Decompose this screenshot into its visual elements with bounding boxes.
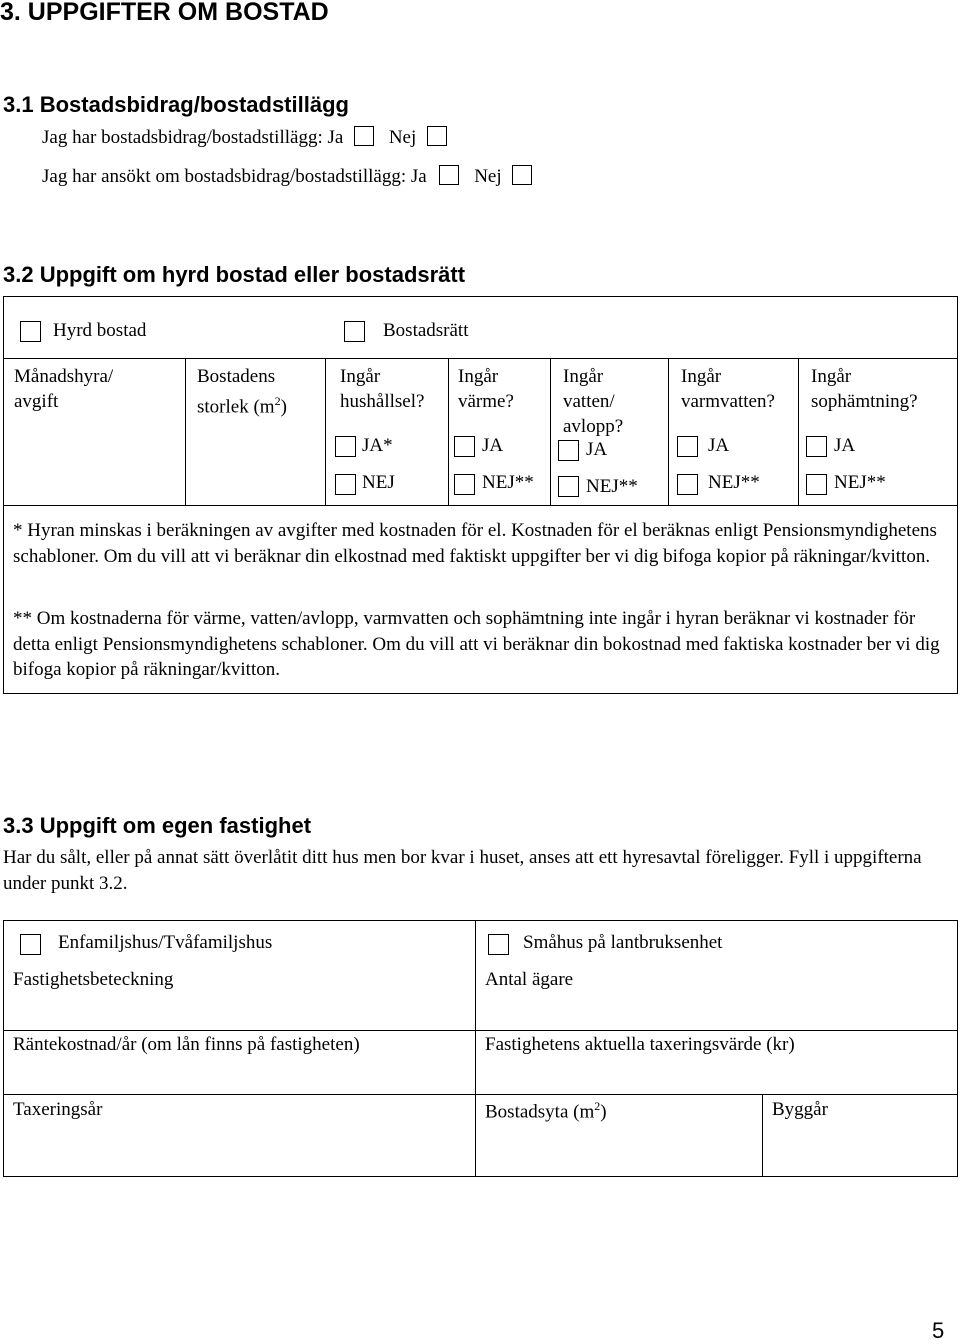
manadshyra-header-line: avgift: [14, 391, 59, 412]
section-title: 3. UPPGIFTER OM BOSTAD: [0, 0, 329, 26]
rantekostnad-label: Räntekostnad/år (om lån finns på fastigheten): [13, 1034, 360, 1055]
header-line: Ingår: [340, 366, 381, 387]
header-line: sophämtning?: [811, 391, 918, 412]
ansokt-nej-label: Nej: [474, 166, 502, 187]
taxeringsar-label: Taxeringsår: [13, 1099, 103, 1120]
enfamiljshus-label: Enfamiljshus/Tvåfamiljshus: [58, 932, 273, 953]
antal-agare-label: Antal ägare: [485, 969, 574, 990]
hushallsel-nej-checkbox[interactable]: [335, 474, 356, 495]
ansokt-question-label: Jag har ansökt om bostadsbidrag/bostadstillägg: Ja: [42, 166, 427, 187]
smahus-checkbox[interactable]: [488, 934, 509, 955]
hushallsel-ja-label: JA*: [362, 435, 393, 456]
header-line: Ingår: [811, 366, 852, 387]
note-electricity: * Hyran minskas i beräkningen av avgifter med kostnaden för el. Kostnaden för el beräknas enligt Pensionsmyndighetens schabloner. Om du vill att vi beräknar din elkostnad med faktiskt uppgifter ber vi dig bifoga kopior på räkningar/kvitton.: [13, 520, 937, 567]
divider: [3, 358, 958, 359]
sophamtning-nej-label: NEJ**: [834, 472, 886, 493]
varme-nej-label: NEJ**: [482, 472, 534, 493]
header-line: varmvatten?: [681, 391, 775, 412]
taxeringsvarde-input[interactable]: [484, 1062, 953, 1092]
bostadsbidrag-question: [42, 126, 447, 149]
varme-nej-checkbox[interactable]: [454, 474, 475, 495]
sophamtning-header: [811, 364, 918, 414]
byggar-label: Byggår: [772, 1099, 828, 1120]
bostadsbidrag-ja-checkbox[interactable]: [354, 126, 374, 146]
header-line: hushållsel?: [340, 391, 425, 412]
taxeringsvarde-label: Fastighetens aktuella taxeringsvärde (kr): [485, 1034, 795, 1055]
section-3-1-title: 3.1 Bostadsbidrag/bostadstillägg: [3, 92, 349, 117]
header-line: Ingår: [681, 366, 722, 387]
ansokt-question: [42, 165, 532, 188]
varmvatten-ja-label: JA: [708, 435, 730, 456]
divider: [3, 1030, 958, 1031]
header-line: vatten/: [563, 391, 615, 412]
manadshyra-input[interactable]: [12, 420, 181, 446]
header-line: Ingår: [563, 366, 604, 387]
byggar-input[interactable]: [771, 1130, 955, 1172]
hyrd-bostad-label: Hyrd bostad: [53, 320, 147, 341]
divider: [475, 920, 476, 1177]
taxeringsar-input[interactable]: [12, 1130, 471, 1172]
bostadsyta-superscript: 2: [594, 1099, 601, 1113]
hyrd-bostad-checkbox[interactable]: [20, 321, 41, 342]
bostadsyta-text-end: ): [600, 1101, 607, 1123]
bostadsyta-label: [485, 1099, 607, 1123]
section-3-3-title: 3.3 Uppgift om egen fastighet: [3, 813, 312, 838]
storlek-input[interactable]: [194, 420, 323, 446]
bostadsbidrag-question-label: Jag har bostadsbidrag/bostadstillägg: Ja: [42, 127, 344, 148]
manadshyra-header-line: Månadshyra/: [14, 366, 114, 387]
enfamiljshus-checkbox[interactable]: [20, 934, 41, 955]
storlek-header-line: Bostadens: [197, 366, 276, 387]
storlek-header: [197, 364, 287, 419]
varme-header: [458, 364, 514, 414]
section-3-3-intro: Har du sålt, eller på annat sätt överlåtit ditt hus men bor kvar i huset, anses att ett hyresavtal föreligger. Fyll i uppgifterna under punkt 3.2.: [3, 847, 922, 894]
varmvatten-nej-label: NEJ**: [708, 472, 760, 493]
bostadsbidrag-nej-label: Nej: [388, 127, 417, 148]
ansokt-ja-checkbox[interactable]: [439, 165, 459, 185]
vatten-nej-checkbox[interactable]: [558, 476, 579, 497]
hushallsel-nej-label: NEJ: [362, 472, 395, 493]
header-line: värme?: [458, 391, 514, 412]
divider: [550, 358, 551, 505]
divider: [448, 358, 449, 505]
varmvatten-ja-checkbox[interactable]: [677, 436, 698, 457]
antal-agare-input[interactable]: [484, 996, 953, 1026]
sophamtning-ja-label: JA: [834, 435, 856, 456]
sophamtning-ja-checkbox[interactable]: [806, 436, 827, 457]
header-line: Ingår: [458, 366, 499, 387]
bostadsbidrag-nej-checkbox[interactable]: [427, 126, 447, 146]
header-line: avlopp?: [563, 416, 624, 437]
vatten-header: [563, 364, 623, 439]
divider: [185, 358, 186, 505]
section-3-2-title: 3.2 Uppgift om hyrd bostad eller bostadsrätt: [3, 262, 466, 287]
page-number: 5: [932, 1318, 945, 1343]
divider: [798, 358, 799, 505]
bostadsyta-text: Bostadsyta (m: [485, 1101, 595, 1123]
smahus-label: Småhus på lantbruksenhet: [523, 932, 723, 953]
fastighetsbeteckning-input[interactable]: [12, 996, 471, 1026]
vatten-ja-label: JA: [586, 439, 608, 460]
storlek-header-line: [197, 389, 287, 419]
rantekostnad-input[interactable]: [12, 1062, 471, 1092]
divider: [668, 358, 669, 505]
divider: [3, 505, 958, 506]
fastighetsbeteckning-label: Fastighetsbeteckning: [13, 969, 174, 990]
divider: [3, 1094, 958, 1095]
divider: [325, 358, 326, 505]
hushallsel-ja-checkbox[interactable]: [335, 436, 356, 457]
storlek-unit-end: ): [280, 396, 287, 418]
storlek-unit: storlek (m: [197, 396, 275, 418]
manadshyra-header: [14, 364, 113, 414]
bostadsyta-input[interactable]: [484, 1130, 758, 1172]
vatten-ja-checkbox[interactable]: [558, 440, 579, 461]
bostadsratt-label: Bostadsrätt: [383, 320, 469, 341]
vatten-nej-label: NEJ**: [586, 476, 638, 497]
sophamtning-nej-checkbox[interactable]: [806, 474, 827, 495]
divider: [762, 1094, 763, 1177]
varme-ja-checkbox[interactable]: [454, 436, 475, 457]
storlek-superscript: 2: [274, 394, 281, 408]
bostadsratt-checkbox[interactable]: [344, 321, 365, 342]
ansokt-nej-checkbox[interactable]: [512, 165, 532, 185]
varmvatten-header: [681, 364, 775, 414]
varmvatten-nej-checkbox[interactable]: [677, 474, 698, 495]
varme-ja-label: JA: [482, 435, 504, 456]
hushallsel-header: [340, 364, 424, 414]
note-other-costs: ** Om kostnaderna för värme, vatten/avlopp, varmvatten och sophämtning inte ingår i hyran beräknar vi kostnader för detta enligt Pensionsmyndighetens schabloner. Om du vill att vi beräknar din bokostnad med faktiska kostnader ber vi dig bifoga kopior på räkningar/kvitton.: [13, 608, 940, 680]
